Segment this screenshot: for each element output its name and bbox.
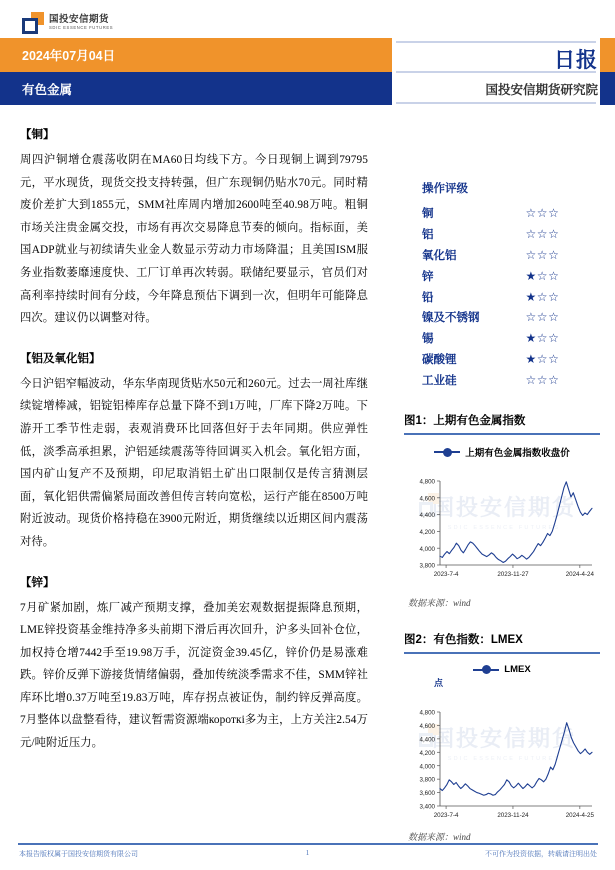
svg-text:4,200: 4,200 xyxy=(419,749,435,757)
section-title: 【铝及氧化铝】 xyxy=(20,352,101,365)
footer-divider xyxy=(18,843,598,845)
article-column xyxy=(20,126,368,775)
footer-page-number: 1 xyxy=(305,849,310,857)
rating-row xyxy=(422,203,587,224)
logo-mark-icon xyxy=(22,12,44,34)
figure-2-axis-unit: 点 xyxy=(434,678,444,689)
rating-row xyxy=(422,348,587,369)
figure-1-legend xyxy=(404,445,600,459)
rating-metal-name: 工业硅 xyxy=(422,374,457,387)
header-orange-bar-right xyxy=(600,38,615,72)
svg-text:2023-11-27: 2023-11-27 xyxy=(497,571,529,579)
svg-text:2023-11-24: 2023-11-24 xyxy=(497,812,529,820)
svg-text:2024-4-25: 2024-4-25 xyxy=(565,812,594,820)
section-title: 【锌】 xyxy=(20,576,55,589)
rating-row xyxy=(422,307,587,328)
section-copper xyxy=(20,126,368,330)
rating-metal-name: 铜 xyxy=(422,208,434,221)
rating-metal-name: 锡 xyxy=(422,333,434,346)
svg-text:4,600: 4,600 xyxy=(419,495,435,503)
rating-metal-name: 锌 xyxy=(422,270,434,283)
svg-text:3,400: 3,400 xyxy=(419,803,435,811)
research-institute-label: 国投安信期货研究院 xyxy=(485,83,598,97)
figure-2-legend xyxy=(404,664,600,675)
svg-text:4,200: 4,200 xyxy=(419,529,435,537)
rating-metal-name: 碳酸锂 xyxy=(422,353,457,366)
rating-stars: ☆☆☆ xyxy=(525,247,560,262)
operation-rating-table xyxy=(422,203,587,390)
figure-2-plot xyxy=(404,706,600,826)
figure-1-rule xyxy=(404,433,600,435)
figure-1-source: 数据来源：wind xyxy=(408,598,471,609)
watermark-text-en: SDIC ESSENCE FUTURES xyxy=(447,525,561,532)
section-body: 周四沪铜增仓震荡收阴在MA60日均线下方。今日现铜上调到79795元，平水现货，现货交投支持转强，但广东现铜仍贴水70元。同时精废价差扩大到1855元，SMM社库周内增加2600吨至40.98万吨。粗铜市场关注贵金属交投，市场有再次交易降息节奏的倾向。指标面，美国ADP就业与初续请失业金人数显示劳动力市场降温；且美国ISM服务业指数萎靡速度快、工厂订单再次转弱。联储纪要显示，官员们对高利率持续时间有分歧，今年降息预估下调到一次，但明年可能降息四次。建议仍以调整对待。 xyxy=(20,154,368,325)
svg-text:3,800: 3,800 xyxy=(419,562,435,570)
section-aluminum xyxy=(20,350,368,554)
section-body: 今日沪铝窄幅波动，华东华南现货贴水50元和260元。过去一周社库继续锭增棒减，铝锭铝棒库存总量下降不到1万吨，厂库下降2万吨。下游开工季节性走弱，表观消费环比回落但好于去年同期。供应弹性低，淡季高承担累，沪铝延续震荡等待回调买入机会。氧化铝方面，国内矿山复产不及预期，印尼取消铝土矿出口限制仅是传言猜测层面，氧化铝供需偏紧局面改善但传言转向宽松，运行产能在8500万吨附近波动。现货价格持稳在3900元附近，期货继续以近期区间内震荡对待。 xyxy=(20,377,368,548)
report-topic: 有色金属 xyxy=(22,83,73,97)
rating-stars: ☆☆☆ xyxy=(525,310,560,325)
report-type-label: 日报 xyxy=(554,49,598,72)
figure-2-chart xyxy=(404,664,600,827)
section-body: 7月矿紧加剧，炼厂减产预期支撑，叠加美宏观数据提振降息预期，LME锌投资基金维持净多头前期下滑后再次回升，沪多头回补仓位，加权持仓增7442手至19.98万手，沉淀资金39.45亿，锌价仍是易涨难跌。锌价反弹下游接货情绪偏弱，叠加传统淡季需求不佳，SMM锌社库环比增0.37万吨至19.83万吨，库存拐点被证伪，制约锌反弹高度。7月整体以盘整看待，建议暂需资源端короткі多为主，上方关注2.54万元/吨附近压力。 xyxy=(20,601,368,750)
header-rule-bottom xyxy=(396,102,596,104)
watermark-text-cn: 国投安信期货 xyxy=(431,726,576,752)
legend-label: LMEX xyxy=(504,664,531,676)
svg-text:4,000: 4,000 xyxy=(419,545,435,553)
logo-company-name-cn: 国投安信期货 xyxy=(49,14,110,26)
rating-row xyxy=(422,265,587,286)
company-logo xyxy=(22,12,113,34)
rating-stars: ☆☆☆ xyxy=(525,372,560,387)
logo-company-name-en: SDIC ESSENCE FUTURES xyxy=(49,25,114,31)
footer-disclaimer: 不可作为投资依据，转载请注明出处 xyxy=(485,850,597,858)
svg-text:4,600: 4,600 xyxy=(419,723,435,731)
figure-2-rule xyxy=(404,652,600,654)
rating-stars: ☆☆☆ xyxy=(525,227,560,242)
rating-metal-name: 镍及不锈钢 xyxy=(422,312,480,325)
rating-stars: ★☆☆ xyxy=(525,289,560,304)
legend-label: 上期有色金属指数收盘价 xyxy=(465,448,570,460)
sidebar-column xyxy=(400,126,600,843)
svg-text:4,800: 4,800 xyxy=(419,478,435,486)
section-zinc xyxy=(20,574,368,755)
svg-text:3,800: 3,800 xyxy=(419,776,435,784)
rating-row xyxy=(422,286,587,307)
legend-marker-icon xyxy=(434,448,460,456)
rating-row xyxy=(422,224,587,245)
rating-metal-name: 铅 xyxy=(422,291,434,304)
rating-table-title: 操作评级 xyxy=(422,183,468,195)
figure-1-title: 图1：上期有色金属指数 xyxy=(404,415,526,428)
rating-stars: ★☆☆ xyxy=(525,268,560,283)
figure-1-chart xyxy=(404,445,600,593)
rating-metal-name: 铝 xyxy=(422,229,434,242)
svg-text:4,000: 4,000 xyxy=(419,763,435,771)
rating-stars: ★☆☆ xyxy=(525,331,560,346)
figure-2-title: 图2：有色指数：LMEX xyxy=(404,634,523,647)
svg-text:2023-7-4: 2023-7-4 xyxy=(433,812,459,820)
svg-text:4,800: 4,800 xyxy=(419,709,435,717)
figure-2-source: 数据来源：wind xyxy=(408,832,471,843)
rating-metal-name: 氧化铝 xyxy=(422,249,457,262)
rating-row xyxy=(422,369,587,390)
watermark-text-cn: 国投安信期货 xyxy=(431,495,576,521)
section-title: 【铜】 xyxy=(20,129,55,141)
svg-text:4,400: 4,400 xyxy=(419,736,435,744)
footer-copyright: 本报告版权属于国投安信期货有限公司 xyxy=(19,850,138,858)
svg-text:4,400: 4,400 xyxy=(419,512,435,520)
svg-text:2024-4-24: 2024-4-24 xyxy=(565,571,594,579)
header-blue-bar-right xyxy=(600,72,615,105)
rating-row xyxy=(422,328,587,349)
header-rule-top xyxy=(396,41,596,43)
watermark-text-en: SDIC ESSENCE FUTURES xyxy=(447,756,561,763)
svg-text:3,600: 3,600 xyxy=(419,790,435,798)
svg-text:2023-7-4: 2023-7-4 xyxy=(433,571,459,579)
rating-stars: ☆☆☆ xyxy=(525,206,560,221)
legend-marker-icon xyxy=(473,666,499,674)
rating-stars: ★☆☆ xyxy=(525,351,560,366)
rating-row xyxy=(422,245,587,266)
figure-1-plot xyxy=(404,475,600,585)
report-date: 2024年07月04日 xyxy=(22,49,116,63)
